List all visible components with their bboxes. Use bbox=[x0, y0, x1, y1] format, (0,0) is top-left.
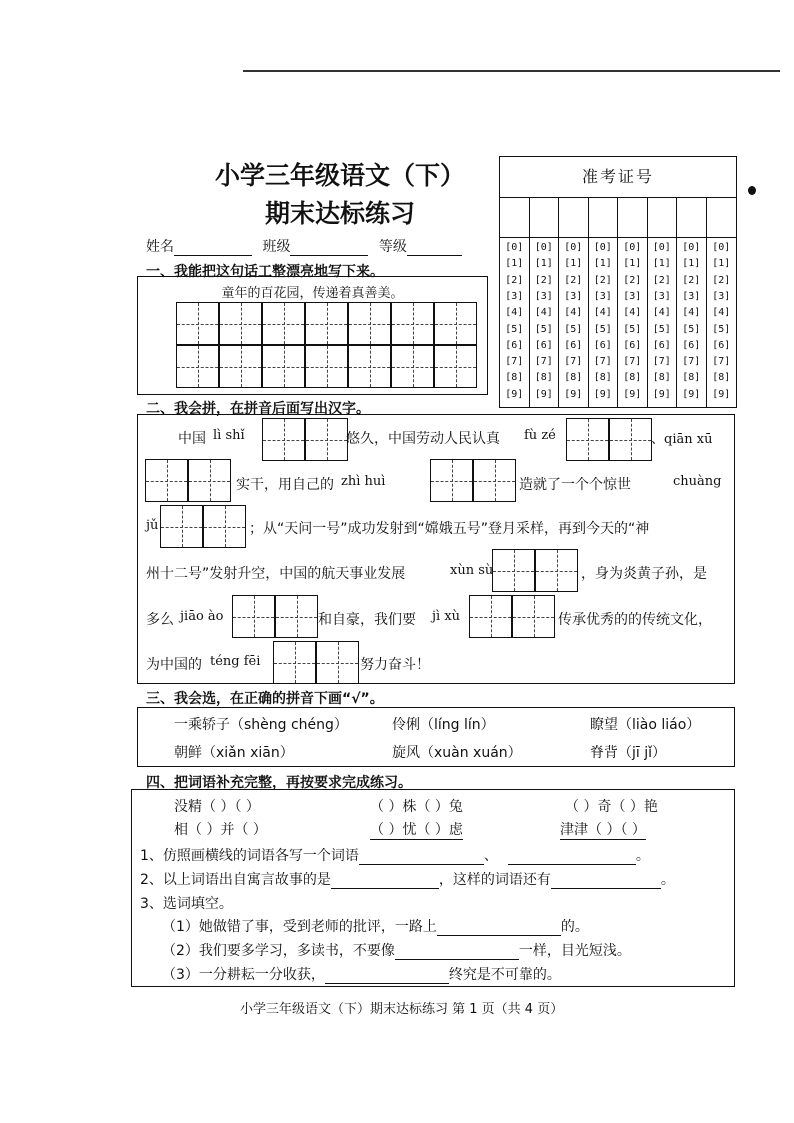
pinyin-jiaoao: jiāo ào bbox=[180, 609, 224, 624]
q3-3-answer[interactable] bbox=[325, 969, 449, 984]
exam-id-bubble[interactable]: [6] bbox=[652, 339, 671, 351]
exam-id-bubble[interactable]: [0] bbox=[505, 242, 524, 253]
s2-text: 和自豪，我们要 bbox=[318, 612, 416, 628]
exam-id-bubble[interactable]: [1] bbox=[593, 258, 612, 270]
q1-sep: 、 bbox=[483, 848, 498, 864]
exam-id-bubble[interactable]: [4] bbox=[623, 307, 642, 319]
exam-id-column bbox=[500, 197, 530, 407]
pinyin-fuze: fù zé bbox=[524, 428, 556, 443]
question-2 bbox=[140, 869, 675, 889]
exam-id-bubble[interactable]: [9] bbox=[682, 388, 701, 400]
exam-id-bubble[interactable]: [4] bbox=[534, 307, 553, 319]
writing-cell[interactable] bbox=[348, 302, 391, 345]
s2-text: 州十二号”发射升空，中国的航天事业发展 bbox=[146, 566, 406, 582]
exam-id-bubble[interactable]: [6] bbox=[712, 339, 731, 351]
exam-id-bubble[interactable]: [4] bbox=[593, 307, 612, 319]
exam-id-bubble[interactable]: [8] bbox=[593, 372, 612, 384]
pinyin-lishi: lì shǐ bbox=[213, 428, 245, 443]
exam-id-bubble[interactable]: [1] bbox=[623, 258, 642, 270]
exam-id-bubble[interactable]: [8] bbox=[712, 372, 731, 384]
question-3-3 bbox=[162, 964, 561, 984]
ink-blot bbox=[748, 186, 756, 195]
exam-id-bubble[interactable]: [4] bbox=[652, 307, 671, 319]
exam-id-digit-cell[interactable] bbox=[589, 197, 618, 238]
exam-id-digit-cell[interactable] bbox=[530, 197, 559, 238]
q2-text: 2、以上词语出自寓言故事的是 bbox=[140, 872, 331, 888]
s2-text: 实干，用自己的 bbox=[236, 477, 334, 493]
exam-id-column bbox=[559, 197, 589, 407]
q1-text: 1、仿照画横线的词语各写一个词语 bbox=[140, 848, 359, 864]
writing-cell[interactable] bbox=[305, 302, 348, 345]
exam-id-bubble[interactable]: [5] bbox=[505, 323, 524, 335]
info-row bbox=[146, 236, 462, 256]
exam-id-bubble[interactable]: [3] bbox=[564, 290, 583, 302]
hanzi-answer-cell[interactable] bbox=[430, 459, 473, 502]
s2-text: 为中国的 bbox=[146, 657, 202, 673]
choice-item[interactable]: 一乘轿子（shèng chéng） bbox=[174, 717, 348, 733]
s2-text: 造就了一个个惊世 bbox=[519, 477, 631, 493]
exam-id-bubble[interactable]: [3] bbox=[682, 290, 701, 302]
choice-item[interactable]: 瞭望（liào liáo） bbox=[590, 717, 701, 733]
s2-text: ；从“天问一号”成功发射到“嫦娥五号”登月采样，再到今天的“神 bbox=[249, 521, 650, 537]
exam-id-bubble[interactable]: [2] bbox=[712, 274, 731, 286]
pinyin-chuangju: chuàng bbox=[673, 474, 722, 489]
exam-id-bubble[interactable]: [4] bbox=[505, 307, 524, 319]
exam-id-bubble[interactable]: [9] bbox=[712, 388, 731, 400]
exam-id-digit-cell[interactable] bbox=[618, 197, 647, 238]
exam-id-digit-cell[interactable] bbox=[500, 197, 529, 238]
exam-id-digit-cell[interactable] bbox=[707, 197, 737, 238]
exam-id-bubble[interactable]: [8] bbox=[534, 372, 553, 384]
hanzi-answer-cell[interactable] bbox=[145, 459, 188, 502]
exam-id-bubble[interactable]: [6] bbox=[564, 339, 583, 351]
q1-answer-2[interactable] bbox=[508, 850, 636, 865]
exam-id-bubble[interactable]: [9] bbox=[593, 388, 612, 400]
exam-id-bubble[interactable]: [7] bbox=[652, 356, 671, 368]
writing-cell[interactable] bbox=[262, 302, 305, 345]
writing-cell[interactable] bbox=[391, 302, 434, 345]
q2-text-2: ，这样的词语还有 bbox=[438, 872, 551, 888]
exam-id-bubble[interactable]: [3] bbox=[505, 290, 524, 302]
question-3: 3、选词填空。 bbox=[140, 896, 233, 912]
choice-item[interactable]: 伶俐（líng lín） bbox=[392, 717, 495, 733]
exam-id-bubble[interactable]: [6] bbox=[682, 339, 701, 351]
grade-field[interactable] bbox=[407, 241, 462, 256]
hanzi-answer-cell[interactable] bbox=[316, 641, 359, 684]
exam-id-column bbox=[530, 197, 560, 407]
exam-id-bubble[interactable]: [9] bbox=[564, 388, 583, 400]
s2-text: 中国 bbox=[178, 431, 206, 447]
exam-id-bubble[interactable]: [0] bbox=[623, 242, 642, 253]
exam-id-bubble[interactable]: [0] bbox=[712, 242, 731, 253]
exam-id-bubble[interactable]: [1] bbox=[682, 258, 701, 270]
exam-id-bubble[interactable]: [0] bbox=[534, 242, 553, 253]
exam-id-bubble[interactable]: [2] bbox=[534, 274, 553, 286]
pinyin-jixu: jì xù bbox=[432, 609, 461, 624]
writing-cell[interactable] bbox=[262, 345, 305, 388]
exam-id-bubble[interactable]: [1] bbox=[652, 258, 671, 270]
page-footer: 小学三年级语文（下）期末达标练习 第 1 页（共 4 页） bbox=[240, 1002, 564, 1017]
exam-id-bubble[interactable]: [6] bbox=[505, 339, 524, 351]
pinyin-qianxu: 、qiān xū bbox=[651, 432, 713, 447]
idiom-underlined[interactable]: 津津（ ）（ ） bbox=[560, 819, 646, 840]
exam-id-bubble[interactable]: [7] bbox=[623, 356, 642, 368]
exam-id-bubble[interactable]: [5] bbox=[534, 323, 553, 335]
idiom-underlined[interactable]: （ ）忧（ ）虑 bbox=[370, 819, 463, 840]
idiom-blank[interactable]: （ ）奇（ ）艳 bbox=[565, 799, 658, 815]
q1-answer-1[interactable] bbox=[359, 850, 484, 865]
hanzi-answer-cell[interactable] bbox=[512, 595, 555, 638]
section-1-heading: 一、我能把这句话工整漂亮地写下来。 bbox=[146, 264, 384, 280]
hanzi-answer-cell[interactable] bbox=[609, 418, 652, 461]
exam-id-bubble[interactable]: [7] bbox=[682, 356, 701, 368]
exam-id-bubble[interactable]: [1] bbox=[505, 258, 524, 270]
hanzi-answer-cell[interactable] bbox=[473, 459, 516, 502]
exam-id-column bbox=[677, 197, 707, 407]
s2-text: 努力奋斗！ bbox=[360, 657, 430, 673]
pinyin-chuangju-2: jǔ bbox=[146, 518, 159, 533]
writing-cell[interactable] bbox=[176, 345, 219, 388]
choice-item[interactable]: 朝鲜（xiǎn xiān） bbox=[174, 745, 294, 761]
hanzi-answer-cell[interactable] bbox=[160, 505, 203, 548]
class-label: 班级 bbox=[262, 239, 291, 255]
hanzi-answer-cell[interactable] bbox=[273, 641, 316, 684]
exam-id-bubble[interactable]: [5] bbox=[682, 323, 701, 335]
writing-cell[interactable] bbox=[219, 345, 262, 388]
exam-id-bubble[interactable]: [5] bbox=[652, 323, 671, 335]
section-1-box bbox=[137, 276, 488, 395]
exam-id-bubble[interactable]: [7] bbox=[505, 356, 524, 368]
section-3-heading: 三、我会选，在正确的拼音下画“√”。 bbox=[146, 691, 384, 707]
exam-id-bubble[interactable]: [9] bbox=[534, 388, 553, 400]
exam-id-bubble[interactable]: [8] bbox=[564, 372, 583, 384]
q2-answer-2[interactable] bbox=[551, 874, 661, 889]
question-3-2 bbox=[162, 940, 631, 960]
exam-id-bubble[interactable]: [1] bbox=[564, 258, 583, 270]
s2-text: ，身为炎黄子孙，是 bbox=[581, 566, 707, 582]
exam-id-bubble[interactable]: [3] bbox=[593, 290, 612, 302]
exam-id-bubble[interactable]: [0] bbox=[682, 242, 701, 253]
exam-id-bubble[interactable]: [7] bbox=[712, 356, 731, 368]
exam-id-box bbox=[499, 156, 737, 408]
s2-text: 传承优秀的的传统文化， bbox=[558, 612, 712, 628]
writing-cell[interactable] bbox=[176, 302, 219, 345]
writing-cell[interactable] bbox=[434, 302, 477, 345]
hanzi-answer-cell[interactable] bbox=[232, 595, 275, 638]
pinyin-zhihui: zhì huì bbox=[341, 474, 386, 489]
hanzi-answer-cell[interactable] bbox=[188, 459, 231, 502]
writing-cell[interactable] bbox=[391, 345, 434, 388]
exam-id-bubble[interactable]: [8] bbox=[682, 372, 701, 384]
exam-id-bubble[interactable]: [1] bbox=[712, 258, 731, 270]
title-line-2: 期末达标练习 bbox=[264, 199, 415, 228]
exam-id-bubble[interactable]: [0] bbox=[593, 242, 612, 253]
writing-cell[interactable] bbox=[434, 345, 477, 388]
exam-id-bubble[interactable]: [7] bbox=[593, 356, 612, 368]
hanzi-answer-cell[interactable] bbox=[535, 549, 578, 592]
exam-id-column bbox=[618, 197, 648, 407]
exam-id-title: 准考证号 bbox=[500, 157, 736, 198]
exam-id-bubble[interactable]: [5] bbox=[593, 323, 612, 335]
section-4-heading: 四、把词语补充完整，再按要求完成练习。 bbox=[146, 775, 412, 791]
writing-cell[interactable] bbox=[348, 345, 391, 388]
copy-sentence: 童年的百花园，传递着真善美。 bbox=[221, 286, 404, 301]
exam-id-bubble[interactable]: [9] bbox=[623, 388, 642, 400]
s2-text: 悠久，中国劳动人民认真 bbox=[346, 431, 500, 447]
exam-id-bubble[interactable]: [1] bbox=[534, 258, 553, 270]
exam-id-digit-cell[interactable] bbox=[677, 197, 706, 238]
exam-id-bubble[interactable]: [5] bbox=[623, 323, 642, 335]
exam-id-bubble[interactable]: [8] bbox=[652, 372, 671, 384]
exam-id-bubble[interactable]: [6] bbox=[593, 339, 612, 351]
exam-id-bubble[interactable]: [9] bbox=[652, 388, 671, 400]
q3-1-answer[interactable] bbox=[437, 921, 561, 936]
q3-1-text: （1）她做错了事，受到老师的批评，一路上 bbox=[162, 919, 437, 935]
hanzi-answer-cell[interactable] bbox=[492, 549, 535, 592]
hanzi-answer-cell[interactable] bbox=[469, 595, 512, 638]
exam-id-bubble[interactable]: [4] bbox=[712, 307, 731, 319]
exam-id-bubble[interactable]: [5] bbox=[712, 323, 731, 335]
choice-item[interactable]: 脊背（jī jǐ） bbox=[590, 745, 667, 761]
exam-id-column bbox=[589, 197, 619, 407]
q1-end: 。 bbox=[635, 848, 650, 864]
exam-id-bubble[interactable]: [2] bbox=[652, 274, 671, 286]
s2-text: 多么 bbox=[146, 612, 174, 628]
name-label: 姓名 bbox=[146, 239, 174, 255]
hanzi-answer-cell[interactable] bbox=[566, 418, 609, 461]
hanzi-answer-cell[interactable] bbox=[275, 595, 318, 638]
question-3-1 bbox=[162, 916, 589, 936]
pinyin-xunsu: xùn sù bbox=[450, 563, 494, 578]
hanzi-answer-cell[interactable] bbox=[305, 418, 348, 461]
grade-label: 等级 bbox=[378, 239, 407, 255]
q3-1-end: 的。 bbox=[560, 919, 589, 935]
exam-id-bubble[interactable]: [8] bbox=[623, 372, 642, 384]
exam-id-bubble[interactable]: [7] bbox=[534, 356, 553, 368]
writing-cell[interactable] bbox=[305, 345, 348, 388]
exam-id-column bbox=[707, 197, 737, 407]
name-field[interactable] bbox=[174, 241, 252, 256]
pinyin-tengfei: téng fēi bbox=[210, 654, 261, 669]
exam-id-bubble[interactable]: [0] bbox=[564, 242, 583, 253]
exam-id-bubble[interactable]: [9] bbox=[505, 388, 524, 400]
idiom-blank[interactable]: （ ）株（ ）兔 bbox=[370, 799, 463, 815]
title-line-1: 小学三年级语文（下） bbox=[214, 161, 465, 190]
exam-id-bubble[interactable]: [2] bbox=[564, 274, 583, 286]
exam-id-bubble[interactable]: [6] bbox=[623, 339, 642, 351]
exam-id-bubble[interactable]: [3] bbox=[534, 290, 553, 302]
exam-id-bubble[interactable]: [5] bbox=[564, 323, 583, 335]
exam-id-bubble[interactable]: [6] bbox=[534, 339, 553, 351]
exam-id-bubble[interactable]: [4] bbox=[564, 307, 583, 319]
q3-2-text: （2）我们要多学习，多读书，不要像 bbox=[162, 943, 395, 959]
exam-id-bubble[interactable]: [3] bbox=[623, 290, 642, 302]
exam-id-bubble[interactable]: [3] bbox=[652, 290, 671, 302]
exam-id-bubble[interactable]: [0] bbox=[652, 242, 671, 253]
exam-id-bubble[interactable]: [2] bbox=[623, 274, 642, 286]
writing-cell[interactable] bbox=[219, 302, 262, 345]
hanzi-answer-cell[interactable] bbox=[203, 505, 246, 548]
exam-id-bubble[interactable]: [2] bbox=[682, 274, 701, 286]
exam-id-bubble[interactable]: [3] bbox=[712, 290, 731, 302]
choice-item[interactable]: 旋风（xuàn xuán） bbox=[392, 745, 522, 761]
exam-id-digit-cell[interactable] bbox=[648, 197, 677, 238]
q3-3-text: （3）一分耕耘一分收获， bbox=[162, 967, 325, 983]
exam-id-bubble[interactable]: [4] bbox=[682, 307, 701, 319]
q2-answer-1[interactable] bbox=[331, 874, 439, 889]
exam-id-digit-cell[interactable] bbox=[559, 197, 588, 238]
question-1 bbox=[140, 845, 650, 865]
exam-id-bubble[interactable]: [2] bbox=[505, 274, 524, 286]
idiom-blank[interactable]: 相（ ）并（ ） bbox=[174, 822, 267, 838]
top-rule bbox=[243, 70, 780, 72]
q2-end: 。 bbox=[660, 872, 675, 888]
q3-2-end: 一样，目光短浅。 bbox=[518, 943, 631, 959]
hanzi-answer-cell[interactable] bbox=[262, 418, 305, 461]
exam-id-column bbox=[648, 197, 678, 407]
class-field[interactable] bbox=[290, 241, 368, 256]
exam-id-bubble[interactable]: [8] bbox=[505, 372, 524, 384]
exam-id-bubble[interactable]: [2] bbox=[593, 274, 612, 286]
idiom-blank[interactable]: 没精（ ）（ ） bbox=[174, 799, 260, 815]
q3-3-end: 终究是不可靠的。 bbox=[448, 967, 561, 983]
section-2-heading: 二、我会拼，在拼音后面写出汉字。 bbox=[146, 401, 370, 417]
exam-id-bubble[interactable]: [7] bbox=[564, 356, 583, 368]
q3-2-answer[interactable] bbox=[395, 945, 519, 960]
